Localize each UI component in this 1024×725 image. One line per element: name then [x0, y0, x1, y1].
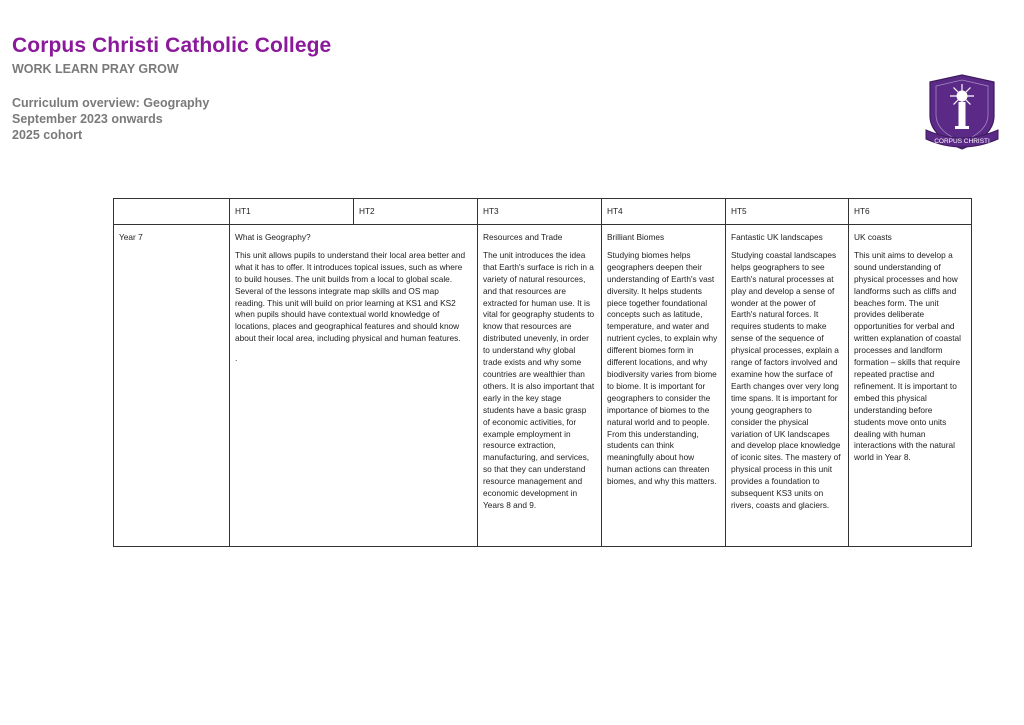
- ht4-description: Studying biomes helps geographers deepen their understanding of Earth's vast diversity. It helps students piece together foundational concepts such as latitude, temperature, and water and nutrient cycles, to explain why different biomes form in different locations, and why biodiversity varies from biome to biome. It is important for geographers to consider the importance of biomes to the natural world and to people. From this understanding, students can think meaningfully about how human actions can threaten biomes, and why this matters.: [607, 249, 718, 487]
- overview-title: Curriculum overview: Geography: [12, 96, 210, 110]
- ht4-cell: [602, 225, 726, 547]
- ht5-description: Studying coastal landscapes helps geographers to see Earth's natural processes at play and develop a sense of wonder at the power of Earth's natural forces. It requires students to make sense of the sequence of physical processes, explain a range of factors involved and examine how the surface of Earth changes over very long time spans. It is important for young geographers to consider the physical variation of UK landscapes and develop place knowledge of iconic sites. The mastery of physical process in this unit provides a foundation to subsequent KS3 units on rivers, coasts and glaciers.: [731, 249, 841, 510]
- header-cell-empty: [114, 199, 230, 225]
- header-cell-ht1: HT1: [230, 199, 354, 225]
- header-cell-ht5: HT5: [726, 199, 849, 225]
- ht1-ht2-cell: [230, 225, 478, 547]
- ht3-title: Resources and Trade: [483, 232, 563, 242]
- ht1-title: What is Geography?: [235, 232, 311, 242]
- crest-banner-text: CORPUS CHRISTI: [934, 138, 990, 145]
- header-row: [114, 199, 972, 225]
- header-cell-ht6: HT6: [849, 199, 972, 225]
- ht6-cell: [849, 225, 972, 547]
- curriculum-table: [113, 198, 972, 547]
- ht3-cell: [478, 225, 602, 547]
- cohort-label: 2025 cohort: [12, 128, 83, 142]
- ht5-title: Fantastic UK landscapes: [731, 232, 823, 242]
- start-date: September 2023 onwards: [12, 112, 163, 126]
- ht6-title: UK coasts: [854, 232, 892, 242]
- ht1-trailing-mark: .: [235, 353, 238, 364]
- school-motto: WORK LEARN PRAY GROW: [12, 62, 179, 76]
- school-crest-logo: [924, 72, 1000, 156]
- header-cell-ht2: HT2: [354, 199, 478, 225]
- year-label: Year 7: [114, 225, 230, 547]
- year-7-row: [114, 225, 972, 547]
- ht4-title: Brilliant Biomes: [607, 232, 665, 242]
- ht6-description: This unit aims to develop a sound understanding of physical processes and how landforms such as cliffs and beaches form. The unit provides deliberate opportunities for verbal and written explanation of coastal processes and landform formation – skills that require repeated practise and refinement. It is important to embed this physical understanding before students move onto units dealing with human interactions with the natural world in Year 8.: [854, 249, 962, 463]
- school-name: Corpus Christi Catholic College: [12, 34, 332, 57]
- ht1-description: This unit allows pupils to understand their local area better and what it has to offer. It introduces topical issues, such as where to build houses. The unit builds from a local to global scale. Several of the lessons integrate map skills and OS map reading. This unit will build on prior learning at KS1 and KS2 when pupils should have contextual world knowledge of locations, places and geographical features and should know about their local area, including physical and human features.: [235, 249, 466, 344]
- ht5-cell: [726, 225, 849, 547]
- header-cell-ht3: HT3: [478, 199, 602, 225]
- header-cell-ht4: HT4: [602, 199, 726, 225]
- ht3-description: The unit introduces the idea that Earth's surface is rich in a variety of natural resources, and that resources are extracted for human use. It is vital for geography students to know that resources are distributed unevenly, in order to understand why global trade exists and why some countries are wealthier than others. It is also important that early in the key stage students have a basic grasp of economic activities, for example employment in resource extraction, manufacturing, and services, so that they can understand resource management and economic development in Years 8 and 9.: [483, 249, 595, 510]
